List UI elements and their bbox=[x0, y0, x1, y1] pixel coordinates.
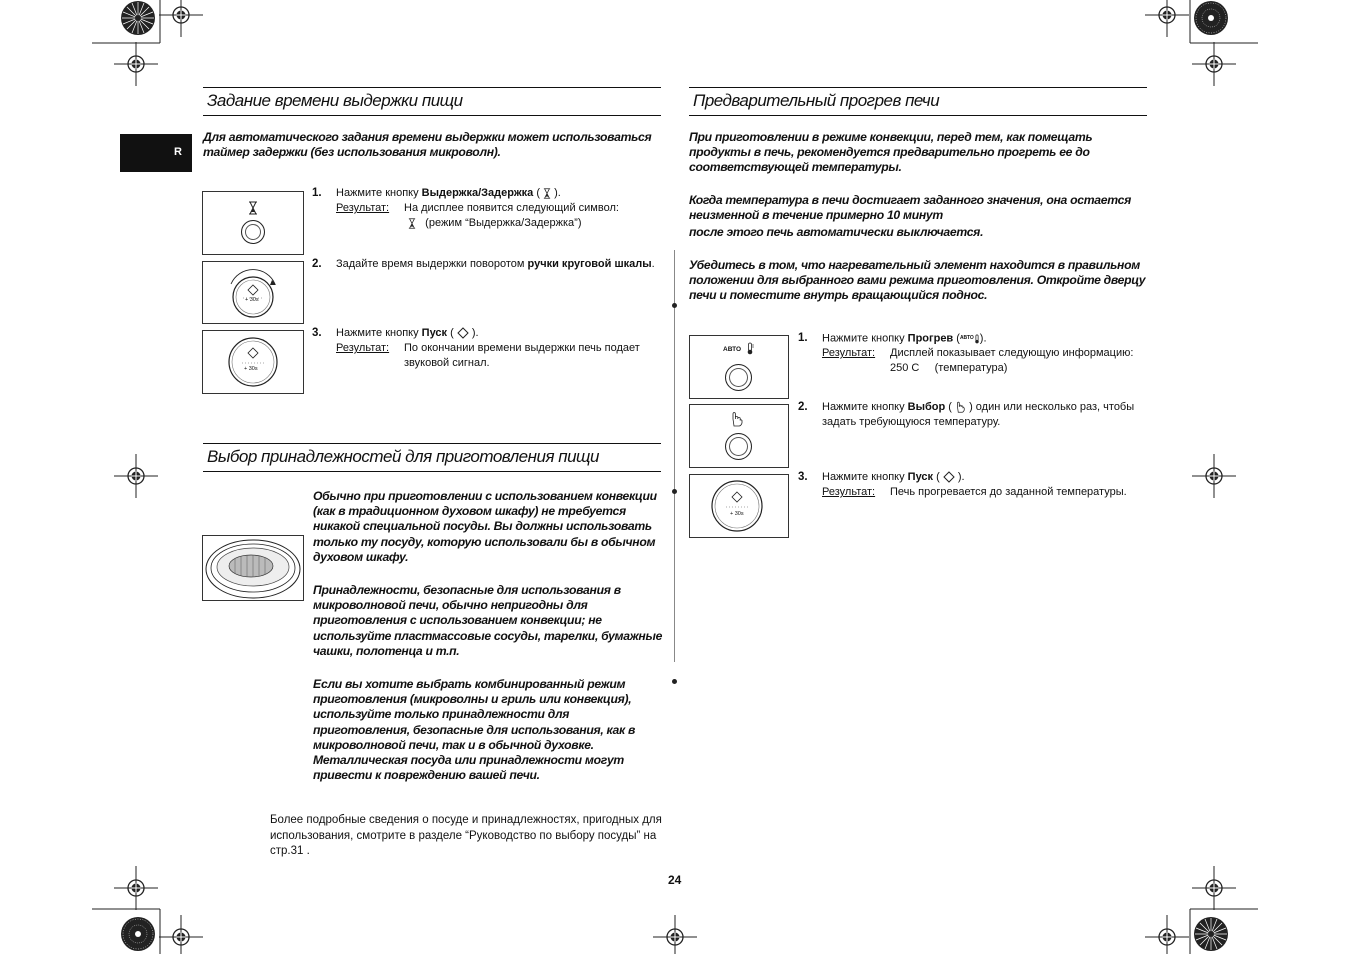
preheat-intro-2a: Когда температура в печи достигает заданного значения, она остается неизменной в течение примерно 10 минут bbox=[689, 193, 1131, 223]
start-diamond-icon bbox=[943, 471, 955, 483]
delay-knob[interactable] bbox=[241, 220, 265, 244]
start-label: + 30s bbox=[244, 366, 258, 372]
page-number: 24 bbox=[668, 873, 682, 887]
section-rule bbox=[689, 115, 1147, 116]
accessories-para-1: Обычно при приготовлении с использованием конвекции (как в традиционном духовом шкафу) не требуется никакой специальной посуды. Вы должны использовать только ту посуду, которую использовали бы в обычном духовом шкафу. bbox=[313, 489, 657, 564]
delay-button-image bbox=[202, 191, 304, 255]
auto-thermo-icon: АВТО bbox=[959, 335, 974, 341]
select-knob[interactable] bbox=[725, 433, 752, 460]
delay-step-1: 1. Нажмите кнопку Выдержка/Задержка ( ). Результат: На дисплее появится следующий символ: (режим “Выдержка/Задержка”) bbox=[312, 187, 619, 229]
section-title-accessories: Выбор принадлежностей для приготовления пищи bbox=[207, 447, 599, 466]
thermometer-icon bbox=[746, 342, 754, 355]
delay-intro: Для автоматического задания времени выдержки может использоваться таймер задержки (без использования микроволн). bbox=[203, 130, 652, 160]
start-icon[interactable] bbox=[227, 336, 279, 388]
accessories-footnote: Более подробные сведения о посуде и принадлежностях, пригодных для использования, смотрите в разделе “Руководство по выбору посуды” на стр.31 . bbox=[270, 814, 662, 857]
language-tab: R bbox=[120, 134, 192, 172]
preheat-step-1: 1. Нажмите кнопку Прогрев (АВТО ). Результат: Дисплей показывает следующую информацию: 250 С (температура) bbox=[798, 332, 1134, 375]
hourglass-icon bbox=[543, 188, 551, 199]
preheat-step-3: 3. Нажмите кнопку Пуск ( ). Результат: Печь прогревается до заданной температуры. bbox=[798, 471, 1127, 498]
preheat-step-2: 2. Нажмите кнопку Выбор ( ) один или несколько раз, чтобы задать требующуюся температуру. bbox=[798, 401, 1135, 428]
preheat-intro-2b: после этого печь автоматически выключается. bbox=[689, 225, 984, 239]
start-button-image bbox=[202, 330, 304, 394]
preheat-start-label: + 30s bbox=[730, 511, 744, 517]
hand-icon bbox=[730, 411, 744, 427]
divider-dot bbox=[672, 303, 677, 308]
hand-icon bbox=[955, 401, 966, 413]
section-rule bbox=[203, 471, 661, 472]
accessories-para-2: Принадлежности, безопасные для использования в микроволновой печи, обычно непригодны для приготовления с использованием конвекции; не используйте пластмассовые сосуды, тарелки, бумажные чашки, полотенца и т.п. bbox=[313, 583, 663, 658]
section-title-delay: Задание времени выдержки пищи bbox=[207, 91, 463, 110]
delay-button-name: Выдержка/Задержка bbox=[421, 187, 534, 199]
hourglass-icon bbox=[408, 218, 416, 229]
select-button-image bbox=[689, 404, 789, 468]
section-rule bbox=[203, 115, 661, 116]
delay-step-2: 2. Задайте время выдержки поворотом ручки круговой шкалы. bbox=[312, 258, 655, 270]
turntable-image bbox=[202, 535, 304, 601]
divider-dot bbox=[672, 679, 677, 684]
preheat-knob[interactable] bbox=[725, 364, 752, 391]
hourglass-icon bbox=[248, 201, 258, 215]
delay-step-3: 3. Нажмите кнопку Пуск ( ). Результат: По окончании времени выдержки печь подает звуковой сигнал. bbox=[312, 327, 640, 369]
dial-image bbox=[202, 261, 304, 324]
section-title-preheat: Предварительный прогрев печи bbox=[693, 91, 940, 110]
start-diamond-icon bbox=[457, 327, 469, 339]
preheat-start-image bbox=[689, 474, 789, 538]
preheat-button-image bbox=[689, 335, 789, 399]
section-rule bbox=[203, 87, 661, 88]
auto-label: АВТО bbox=[723, 346, 742, 353]
section-rule bbox=[689, 87, 1147, 88]
divider-dot bbox=[672, 489, 677, 494]
start-icon[interactable] bbox=[710, 479, 764, 533]
section-rule bbox=[203, 443, 661, 444]
preheat-intro-3: Убедитесь в том, что нагревательный элемент находится в правильном положении для выбранного вами режима приготовления. Откройте дверцу печи и поместите внутрь вращающийся поднос. bbox=[689, 258, 1146, 303]
column-divider bbox=[674, 250, 675, 662]
turntable-illustration bbox=[203, 536, 303, 600]
dial-icon[interactable] bbox=[225, 266, 281, 320]
preheat-intro-1: При приготовлении в режиме конвекции, перед тем, как помещать продукты в печь, рекомендуется предварительно прогреть ее до соответствующей температуры. bbox=[689, 130, 1093, 175]
accessories-para-3: Если вы хотите выбрать комбинированный режим приготовления (микроволны и гриль или конвекция), используйте только принадлежности для приготовления, безопасные для использования, как в микроволновой печи, так и в обычной духовке. Металлическая посуда или принадлежности могут привести к повреждению вашей печи. bbox=[313, 677, 636, 783]
dial-label: + 30s bbox=[245, 297, 259, 303]
